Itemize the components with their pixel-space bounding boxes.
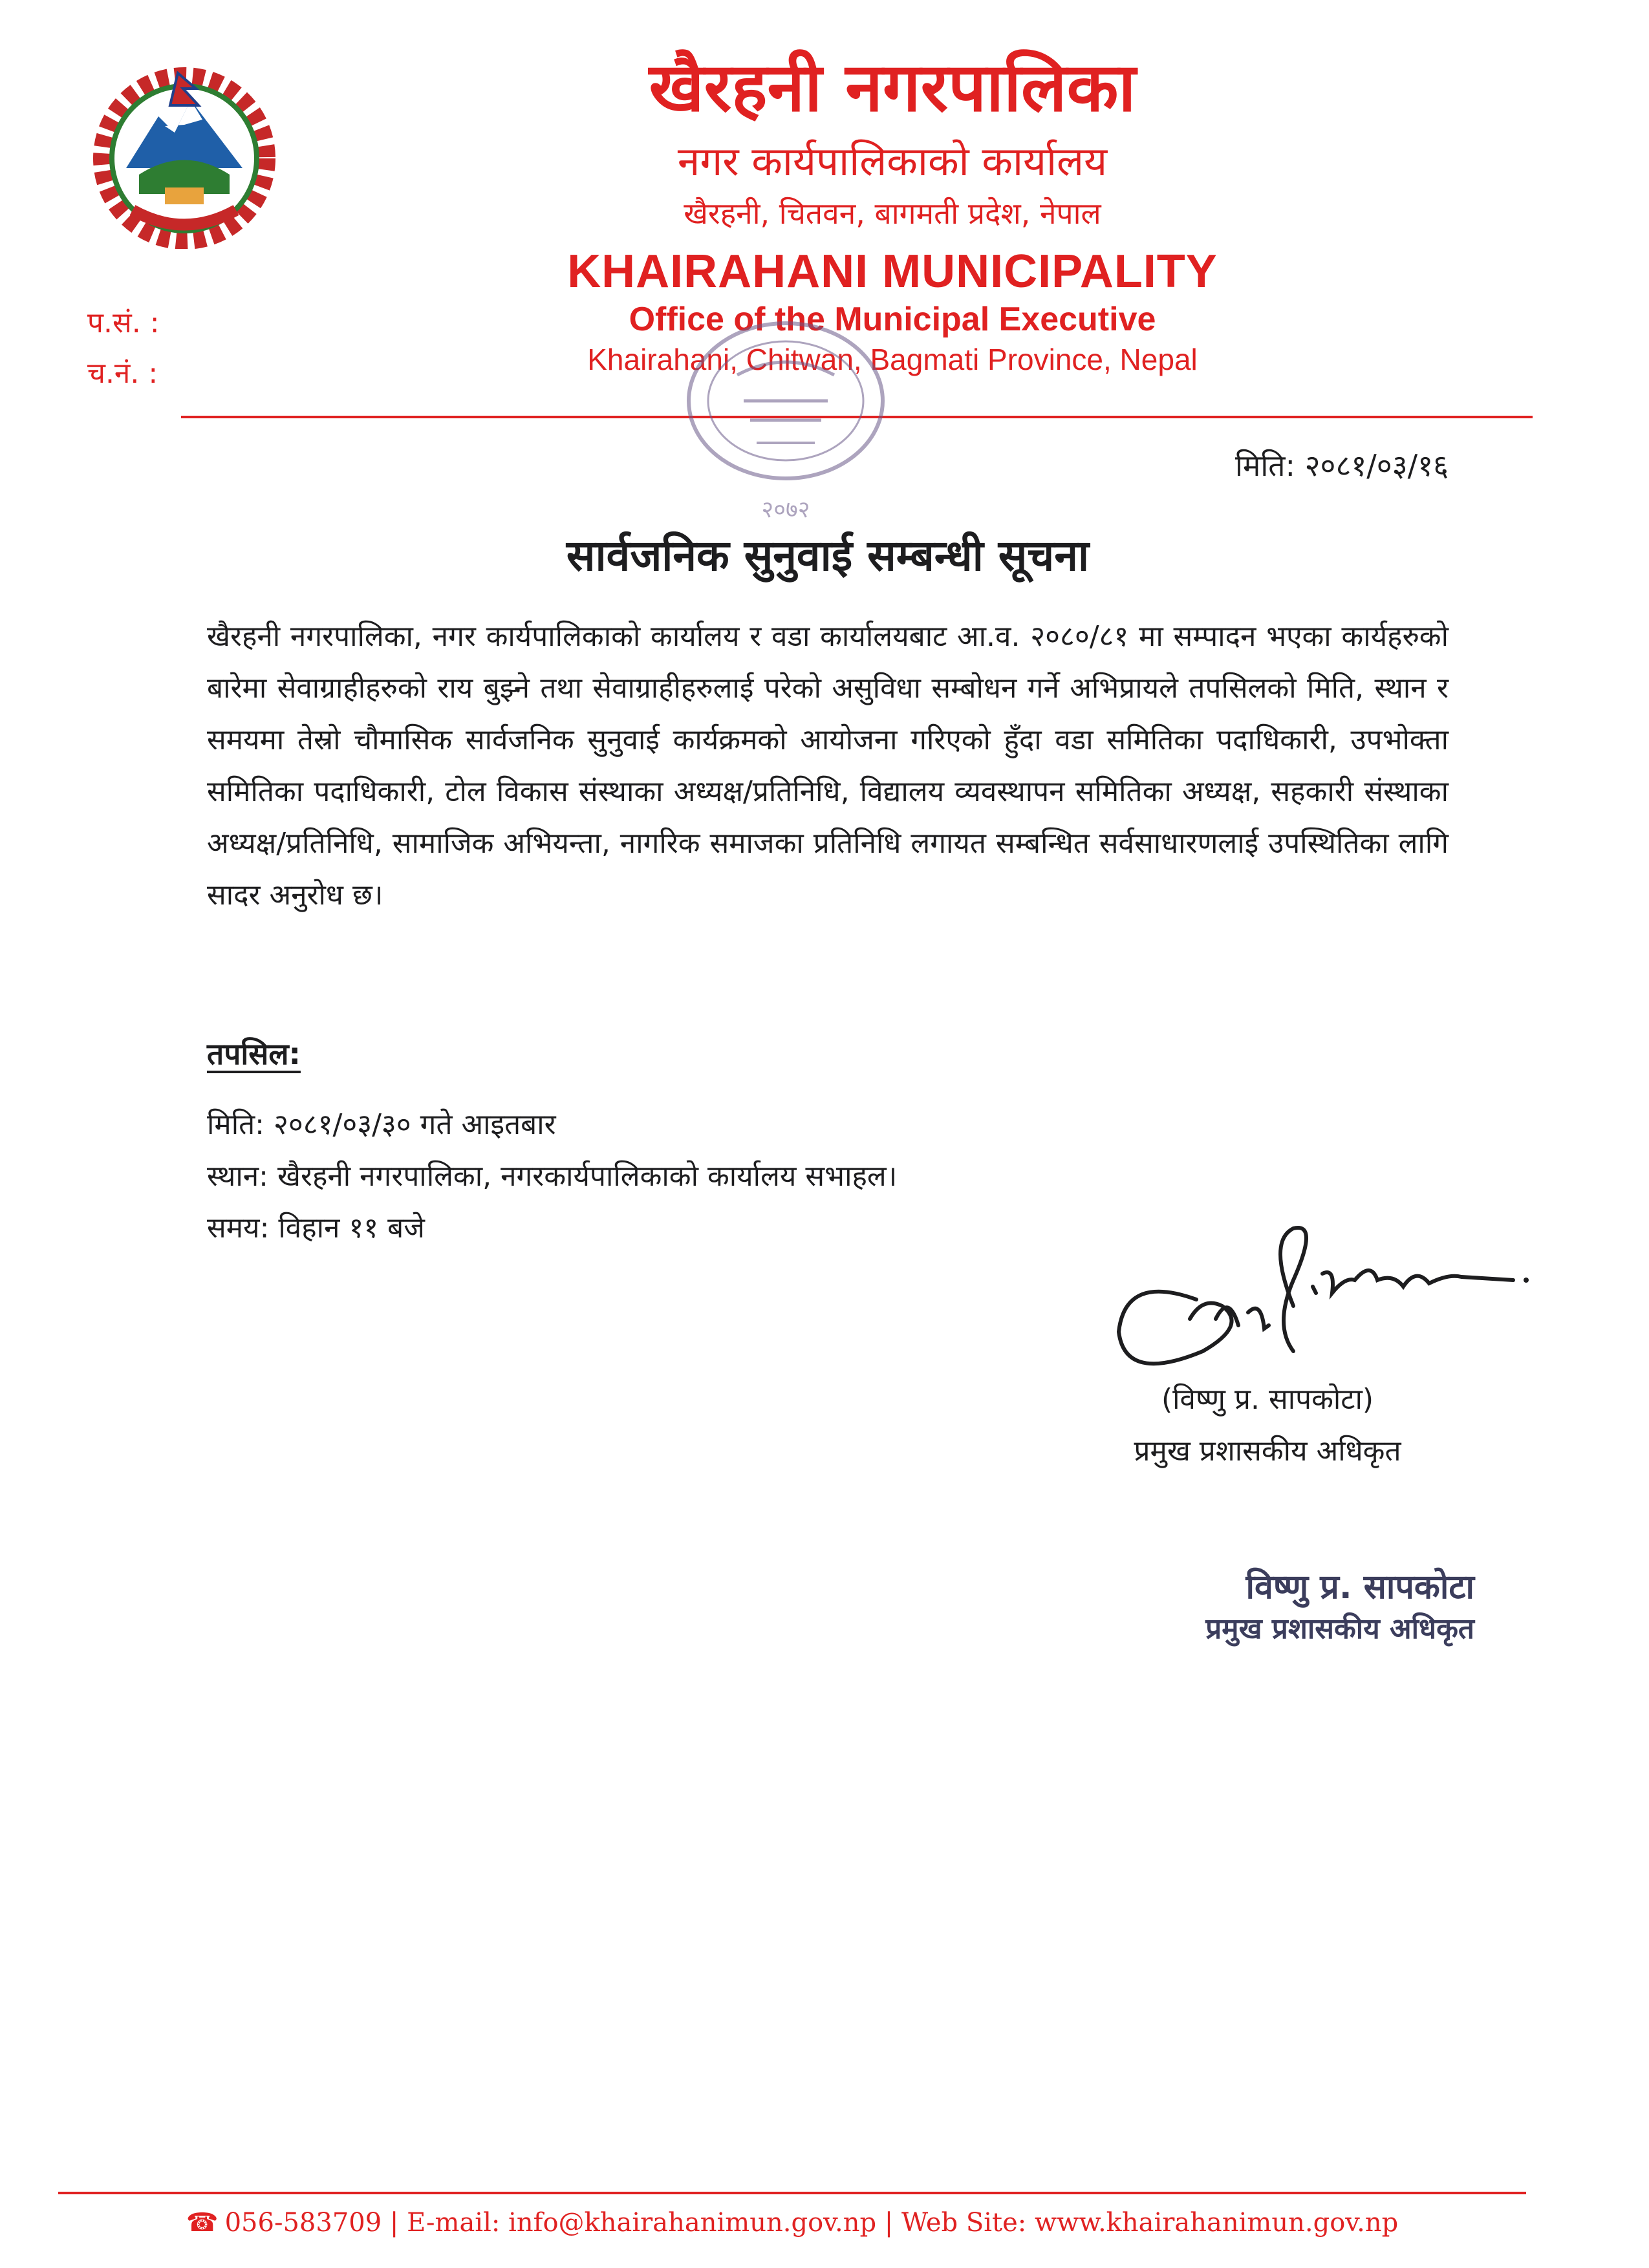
footer-contact bbox=[65, 2205, 1520, 2241]
notice-title: सार्वजनिक सुनुवाई सम्बन्धी सूचना bbox=[566, 531, 1090, 581]
stamp-year: २०७२ bbox=[761, 497, 810, 523]
details-venue: स्थान: खैरहनी नगरपालिका, नगरकार्यपालिकाको कार्यालय सभाहल। bbox=[207, 1160, 898, 1193]
office-name-en: Office of the Municipal Executive bbox=[629, 301, 1156, 338]
org-name-en: KHAIRAHANI MUNICIPALITY bbox=[567, 246, 1218, 297]
reference-number bbox=[87, 305, 184, 341]
details-heading: तपसिल: bbox=[207, 1036, 301, 1071]
dispatch-label: च.नं. : bbox=[87, 357, 158, 390]
address-en: Khairahani, Chitwan, Bagmati Province, Nepal bbox=[587, 343, 1198, 376]
signer-name: (विष्णु प्र. सापकोटा) bbox=[1161, 1383, 1374, 1416]
details-time: समय: विहान ११ बजे bbox=[207, 1212, 425, 1245]
footer-contact-text: 056-583709 | E-mail: info@khairahanimun.gov.np | Web Site: www.khairahanimun.gov.np bbox=[224, 2208, 1399, 2238]
dispatch-number bbox=[87, 356, 184, 392]
designation-stamp: प्रमुख प्रशासकीय अधिकृत bbox=[1205, 1612, 1474, 1645]
signer-title: प्रमुख प्रशासकीय अधिकृत bbox=[1134, 1435, 1401, 1468]
letter-date: मिति: २०८१/०३/१६ bbox=[1234, 448, 1449, 483]
handwritten-signature-icon bbox=[1099, 1215, 1552, 1390]
phone-icon: ☎ bbox=[186, 2208, 219, 2238]
office-round-stamp-icon bbox=[647, 304, 925, 537]
notice-body: खैरहनी नगरपालिका, नगर कार्यपालिकाको कार्यालय र वडा कार्यालयबाट आ.व. २०८०/८१ मा सम्पादन भएका कार्यहरुको बारेमा सेवाग्राहीहरुको राय बुझ्ने तथा सेवाग्राहीहरुलाई परेको असुविधा सम्बोधन गर्ने अभिप्रायले तपसिलको मिति, स्थान र समयमा तेस्रो चौमासिक सार्वजनिक सुनुवाई कार्यक्रमको आयोजना गरिएको हुँदा वडा समितिका पदाधिकारी, उपभोक्ता समितिका पदाधिकारी, टोल विकास संस्थाका अध्यक्ष/प्रतिनिधि, विद्यालय व्यवस्थापन समितिका अध्यक्ष, सहकारी संस्थाका अध्यक्ष/प्रतिनिधि, सामाजिक अभियन्ता, नागरिक समाजका प्रतिनिधि लगायत सम्बन्धित सर्वसाधारणलाई उपस्थितिका लागि सादर अनुरोध छ। bbox=[207, 620, 1449, 912]
details-date: मिति: २०८१/०३/३० गते आइतबार bbox=[207, 1108, 556, 1141]
nepal-emblem-icon bbox=[87, 55, 281, 249]
reference-label: प.सं. : bbox=[87, 306, 160, 339]
office-name-np: नगर कार्यपालिकाको कार्यालय bbox=[677, 138, 1108, 185]
name-stamp: विष्णु प्र. सापकोटा bbox=[1245, 1568, 1474, 1607]
footer-divider bbox=[58, 2192, 1526, 2194]
org-name-np: खैरहनी नगरपालिका bbox=[649, 48, 1136, 127]
address-np: खैरहनी, चितवन, बागमती प्रदेश, नेपाल bbox=[684, 196, 1101, 231]
